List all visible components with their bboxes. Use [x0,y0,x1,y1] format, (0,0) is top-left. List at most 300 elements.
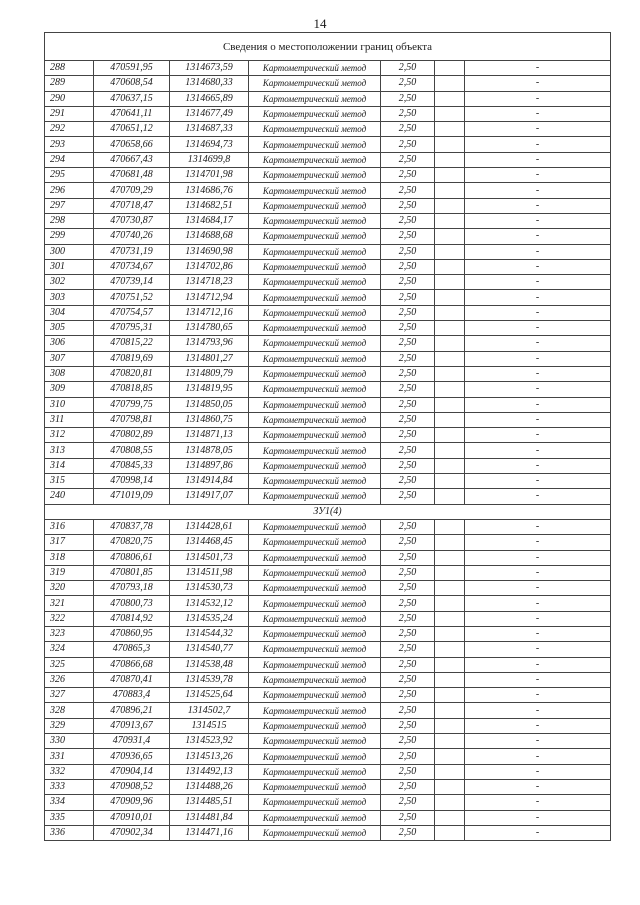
method: Картометрический метод [249,198,381,213]
table-row [45,336,611,351]
point-number: 300 [45,244,94,259]
accuracy: 2,50 [381,351,435,366]
method: Картометрический метод [249,672,381,687]
blank-cell [435,458,465,473]
accuracy: 2,50 [381,596,435,611]
point-number: 332 [45,764,94,779]
coordinate-x: 470637,15 [94,91,170,106]
table-row [45,61,611,76]
coordinate-x: 470795,31 [94,321,170,336]
coordinate-y: 1314471,16 [170,825,249,840]
accuracy: 2,50 [381,718,435,733]
table-row [45,489,611,504]
description: - [465,596,611,611]
method: Картометрический метод [249,596,381,611]
method: Картометрический метод [249,764,381,779]
method: Картометрический метод [249,718,381,733]
method: Картометрический метод [249,382,381,397]
description: - [465,672,611,687]
point-number: 297 [45,198,94,213]
coordinate-x: 470866,68 [94,657,170,672]
point-number: 326 [45,672,94,687]
coordinate-y: 1314665,89 [170,91,249,106]
blank-cell [435,412,465,427]
table-row [45,550,611,565]
coordinate-y: 1314687,33 [170,122,249,137]
method: Картометрический метод [249,61,381,76]
method: Картометрический метод [249,535,381,550]
point-number: 294 [45,152,94,167]
method: Картометрический метод [249,734,381,749]
blank-cell [435,76,465,91]
point-number: 289 [45,76,94,91]
blank-cell [435,474,465,489]
point-number: 330 [45,734,94,749]
blank-cell [435,596,465,611]
description: - [465,810,611,825]
table-row [45,688,611,703]
table-row [45,734,611,749]
point-number: 325 [45,657,94,672]
blank-cell [435,91,465,106]
description: - [465,259,611,274]
accuracy: 2,50 [381,229,435,244]
point-number: 290 [45,91,94,106]
accuracy: 2,50 [381,259,435,274]
coordinate-x: 470909,96 [94,795,170,810]
method: Картометрический метод [249,688,381,703]
table-body [45,33,611,841]
method: Картометрический метод [249,168,381,183]
accuracy: 2,50 [381,122,435,137]
table-row [45,290,611,305]
blank-cell [435,152,465,167]
coordinate-y: 1314682,51 [170,198,249,213]
blank-cell [435,642,465,657]
blank-cell [435,213,465,228]
description: - [465,703,611,718]
description: - [465,749,611,764]
table-row [45,458,611,473]
description: - [465,626,611,641]
method: Картометрический метод [249,397,381,412]
coordinate-y: 1314712,94 [170,290,249,305]
coordinate-x: 470865,3 [94,642,170,657]
description: - [465,275,611,290]
coordinate-x: 470883,4 [94,688,170,703]
coordinate-x: 470681,48 [94,168,170,183]
coordinate-y: 1314488,26 [170,779,249,794]
coordinate-x: 470730,87 [94,213,170,228]
point-number: 292 [45,122,94,137]
point-number: 331 [45,749,94,764]
accuracy: 2,50 [381,474,435,489]
coordinate-y: 1314780,65 [170,321,249,336]
method: Картометрический метод [249,106,381,121]
accuracy: 2,50 [381,382,435,397]
point-number: 311 [45,412,94,427]
accuracy: 2,50 [381,764,435,779]
method: Картометрический метод [249,122,381,137]
coordinate-x: 470998,14 [94,474,170,489]
blank-cell [435,489,465,504]
point-number: 240 [45,489,94,504]
method: Картометрический метод [249,275,381,290]
method: Картометрический метод [249,321,381,336]
point-number: 328 [45,703,94,718]
table-row [45,213,611,228]
point-number: 314 [45,458,94,473]
coordinate-x: 470904,14 [94,764,170,779]
coordinate-x: 470802,89 [94,428,170,443]
method: Картометрический метод [249,290,381,305]
table-row [45,168,611,183]
accuracy: 2,50 [381,642,435,657]
method: Картометрический метод [249,489,381,504]
blank-cell [435,550,465,565]
method: Картометрический метод [249,351,381,366]
blank-cell [435,397,465,412]
description: - [465,519,611,534]
coordinate-y: 1314699,8 [170,152,249,167]
description: - [465,198,611,213]
coordinate-x: 470751,52 [94,290,170,305]
table-row [45,229,611,244]
method: Картометрический метод [249,76,381,91]
coordinate-x: 470845,33 [94,458,170,473]
method: Картометрический метод [249,366,381,381]
point-number: 295 [45,168,94,183]
table-row [45,351,611,366]
coordinate-y: 1314694,73 [170,137,249,152]
coordinate-y: 1314501,73 [170,550,249,565]
blank-cell [435,443,465,458]
coordinate-y: 1314680,33 [170,76,249,91]
blank-cell [435,290,465,305]
method: Картометрический метод [249,244,381,259]
point-number: 323 [45,626,94,641]
coordinate-y: 1314712,16 [170,305,249,320]
point-number: 317 [45,535,94,550]
coordinate-x: 470608,54 [94,76,170,91]
method: Картометрический метод [249,749,381,764]
description: - [465,581,611,596]
description: - [465,443,611,458]
table-row [45,366,611,381]
blank-cell [435,519,465,534]
table-row [45,596,611,611]
accuracy: 2,50 [381,290,435,305]
table-row [45,122,611,137]
blank-cell [435,672,465,687]
accuracy: 2,50 [381,565,435,580]
coordinate-x: 470754,57 [94,305,170,320]
blank-cell [435,581,465,596]
point-number: 302 [45,275,94,290]
coordinate-y: 1314532,12 [170,596,249,611]
description: - [465,795,611,810]
description: - [465,458,611,473]
description: - [465,244,611,259]
point-number: 334 [45,795,94,810]
coordinate-x: 470667,43 [94,152,170,167]
coordinate-y: 1314690,98 [170,244,249,259]
blank-cell [435,657,465,672]
blank-cell [435,749,465,764]
method: Картометрический метод [249,152,381,167]
description: - [465,642,611,657]
coordinate-x: 470814,92 [94,611,170,626]
accuracy: 2,50 [381,106,435,121]
boundary-coordinates-table [44,32,611,841]
coordinate-x: 470913,67 [94,718,170,733]
point-number: 333 [45,779,94,794]
accuracy: 2,50 [381,688,435,703]
accuracy: 2,50 [381,412,435,427]
blank-cell [435,428,465,443]
table-row [45,474,611,489]
description: - [465,229,611,244]
point-number: 293 [45,137,94,152]
accuracy: 2,50 [381,198,435,213]
blank-cell [435,183,465,198]
method: Картометрический метод [249,229,381,244]
description: - [465,382,611,397]
accuracy: 2,50 [381,779,435,794]
table-row [45,397,611,412]
description: - [465,183,611,198]
table-row [45,642,611,657]
point-number: 319 [45,565,94,580]
blank-cell [435,244,465,259]
blank-cell [435,611,465,626]
table-row [45,565,611,580]
method: Картометрический метод [249,657,381,672]
description: - [465,657,611,672]
coordinate-x: 470870,41 [94,672,170,687]
accuracy: 2,50 [381,213,435,228]
coordinate-y: 1314481,84 [170,810,249,825]
coordinate-y: 1314523,92 [170,734,249,749]
description: - [465,550,611,565]
method: Картометрический метод [249,474,381,489]
page-number: 14 [313,16,327,31]
blank-cell [435,106,465,121]
table-row [45,703,611,718]
coordinate-x: 470818,85 [94,382,170,397]
point-number: 303 [45,290,94,305]
blank-cell [435,168,465,183]
accuracy: 2,50 [381,244,435,259]
section-heading: ЗУ1(4) [45,504,611,519]
accuracy: 2,50 [381,519,435,534]
accuracy: 2,50 [381,749,435,764]
description: - [465,336,611,351]
table-title: Сведения о местоположении границ объекта [45,33,611,61]
table-row [45,275,611,290]
table-row [45,76,611,91]
table-row [45,382,611,397]
coordinate-y: 1314513,26 [170,749,249,764]
accuracy: 2,50 [381,275,435,290]
coordinate-x: 470860,95 [94,626,170,641]
coordinate-x: 470902,34 [94,825,170,840]
point-number: 313 [45,443,94,458]
coordinate-y: 1314502,7 [170,703,249,718]
description: - [465,397,611,412]
coordinate-y: 1314530,73 [170,581,249,596]
method: Картометрический метод [249,137,381,152]
coordinate-x: 470651,12 [94,122,170,137]
coordinate-y: 1314897,86 [170,458,249,473]
blank-cell [435,351,465,366]
description: - [465,305,611,320]
coordinate-y: 1314540,77 [170,642,249,657]
point-number: 305 [45,321,94,336]
method: Картометрический метод [249,305,381,320]
accuracy: 2,50 [381,657,435,672]
point-number: 327 [45,688,94,703]
method: Картометрический метод [249,810,381,825]
blank-cell [435,275,465,290]
accuracy: 2,50 [381,305,435,320]
accuracy: 2,50 [381,672,435,687]
table-row [45,137,611,152]
blank-cell [435,565,465,580]
method: Картометрический метод [249,458,381,473]
coordinate-x: 470739,14 [94,275,170,290]
coordinate-x: 470931,4 [94,734,170,749]
coordinate-y: 1314860,75 [170,412,249,427]
coordinate-x: 470808,55 [94,443,170,458]
coordinate-x: 470793,18 [94,581,170,596]
accuracy: 2,50 [381,321,435,336]
coordinate-x: 470936,65 [94,749,170,764]
method: Картометрический метод [249,183,381,198]
blank-cell [435,810,465,825]
coordinate-x: 470641,11 [94,106,170,121]
accuracy: 2,50 [381,366,435,381]
accuracy: 2,50 [381,703,435,718]
description: - [465,321,611,336]
point-number: 299 [45,229,94,244]
coordinate-x: 470820,75 [94,535,170,550]
point-number: 318 [45,550,94,565]
coordinate-y: 1314793,96 [170,336,249,351]
coordinate-y: 1314917,07 [170,489,249,504]
table-row [45,535,611,550]
description: - [465,366,611,381]
coordinate-x: 470798,81 [94,412,170,427]
blank-cell [435,336,465,351]
point-number: 335 [45,810,94,825]
coordinate-y: 1314686,76 [170,183,249,198]
description: - [465,412,611,427]
coordinate-y: 1314538,48 [170,657,249,672]
accuracy: 2,50 [381,76,435,91]
description: - [465,489,611,504]
blank-cell [435,61,465,76]
accuracy: 2,50 [381,137,435,152]
description: - [465,428,611,443]
coordinate-x: 470910,01 [94,810,170,825]
coordinate-y: 1314701,98 [170,168,249,183]
method: Картометрический метод [249,213,381,228]
point-number: 336 [45,825,94,840]
point-number: 304 [45,305,94,320]
coordinate-y: 1314428,61 [170,519,249,534]
description: - [465,734,611,749]
table-title-row [45,33,611,61]
description: - [465,764,611,779]
description: - [465,611,611,626]
accuracy: 2,50 [381,443,435,458]
table-row [45,779,611,794]
description: - [465,290,611,305]
accuracy: 2,50 [381,458,435,473]
coordinate-x: 470908,52 [94,779,170,794]
accuracy: 2,50 [381,535,435,550]
accuracy: 2,50 [381,489,435,504]
coordinate-y: 1314485,51 [170,795,249,810]
method: Картометрический метод [249,443,381,458]
accuracy: 2,50 [381,183,435,198]
point-number: 308 [45,366,94,381]
coordinate-y: 1314871,13 [170,428,249,443]
table-row [45,91,611,106]
coordinate-x: 470718,47 [94,198,170,213]
table-row [45,825,611,840]
blank-cell [435,366,465,381]
coordinate-y: 1314535,24 [170,611,249,626]
point-number: 301 [45,259,94,274]
description: - [465,168,611,183]
description: - [465,122,611,137]
coordinate-x: 470658,66 [94,137,170,152]
point-number: 291 [45,106,94,121]
coordinate-x: 470801,85 [94,565,170,580]
accuracy: 2,50 [381,152,435,167]
table-row [45,305,611,320]
table-row [45,443,611,458]
coordinate-y: 1314468,45 [170,535,249,550]
point-number: 315 [45,474,94,489]
coordinate-y: 1314677,49 [170,106,249,121]
method: Картометрический метод [249,336,381,351]
table-row [45,198,611,213]
coordinate-x: 470819,69 [94,351,170,366]
table-row [45,749,611,764]
coordinate-x: 470799,75 [94,397,170,412]
coordinate-y: 1314673,59 [170,61,249,76]
description: - [465,688,611,703]
coordinate-x: 470734,67 [94,259,170,274]
method: Картометрический метод [249,519,381,534]
accuracy: 2,50 [381,795,435,810]
accuracy: 2,50 [381,428,435,443]
point-number: 307 [45,351,94,366]
table-row [45,764,611,779]
blank-cell [435,321,465,336]
point-number: 316 [45,519,94,534]
method: Картометрический метод [249,91,381,106]
coordinate-x: 470806,61 [94,550,170,565]
blank-cell [435,229,465,244]
table-row [45,152,611,167]
coordinate-y: 1314544,32 [170,626,249,641]
coordinate-y: 1314515 [170,718,249,733]
table-row [45,611,611,626]
